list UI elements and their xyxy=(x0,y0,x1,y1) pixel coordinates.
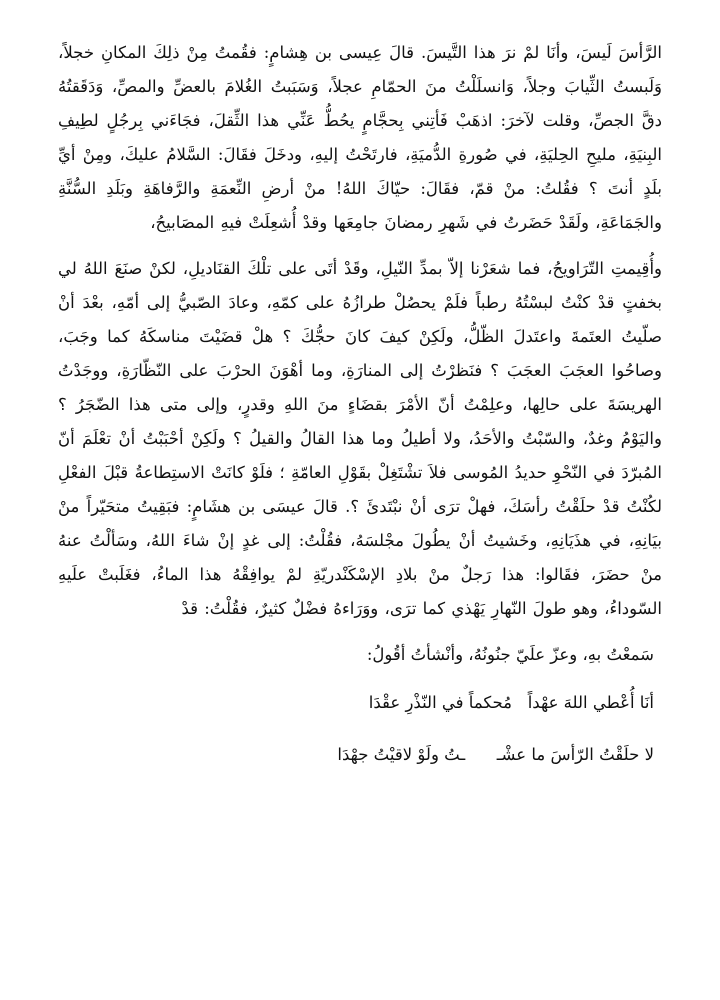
verse-hemistich-first: لا حلَقْتُ الرّأسَ ما عشْـ xyxy=(496,745,654,764)
paragraph: الرَّأسَ لَيسَ، وأنَا لمْ نرَ هذا التَّيسَ. قالَ عِيسى بن هِشامٍ: فقُمتُ مِنْ ذلِكَ المكانِ خجلاً، وَلَبستُ الثِّيابَ وجلاً، وَانسلَلْتُ منَ الحمّامِ عجلاً، وَسَبَبتُ الغُلامَ بالعضِّ والمصِّ، وَدَقَقتُهُ دقَّ الجصِّ، وقلت لآخرَ: اذهَبْ فَأتِني بِحجَّامٍ يحُطُّ عَنِّي هذا الثِّقلَ، فجَاءَني بِرجُلٍ لطِيفِ البِنيَةِ، مليحِ الحِليَةِ، في صُورةِ الدُّميَةِ، فارتَحْتُ إليهِ، ودخَلَ فقَالَ: السَّلامُ عليكَ، ومِنْ أيِّ بلَدٍ أنتَ ؟ فقُلتُ: منْ قمّ، فقَالَ: حيّاكَ اللهُ! منْ أرضِ النِّعمَةِ والرَّفاهَةِ وبَلَدِ السُّنَّةِ والجَمَاعَةِ، ولَقَدْ حَضَرتُ في شَهرِ رمضانَ جامِعَها وقدْ أُشعِلَتْ فيهِ المصَابيحُ، xyxy=(58,43,662,232)
verse-line xyxy=(58,738,654,772)
verse-hemistich-second: ـتُ ولَوْ لاقيْتُ جهْدَا xyxy=(337,745,466,764)
verse-hemistich-first: أنَا أُعْطي اللهَ عهْداً xyxy=(527,693,654,712)
paragraph: وأُقِيمتِ التّرَاويحُ، فما شعَرْنا إلاّ بمدِّ النّيلِ، وقَدْ أتَى على تلْكَ القنَاديلِ، لكنْ صنَعَ اللهُ لي بخفتٍ قدْ كنْتُ لبسْتُهُ رطباً فلَمْ يحصُلْ طرازُهُ على كمّهِ، وعادَ الصّبيُّ إلى أمّهِ، بعْدَ أنْ صلّيتُ العتَمةَ واعتَدلَ الظّلُّ، ولَكِنْ كيفَ كانَ حجُّكَ ؟ هلْ قضَيْتَ مناسكَهُ كما وجَبَ، وصاحُوا العجَبَ العجَبَ ؟ فنَظرْتُ إلى المنارَةِ، وما أهْوَنَ الحرْبَ على النّظّارَةِ، ووجَدْتُ الهريسَةَ على حالِها، وعلِمْتُ أنّ الأمْرَ بقضَاءٍ منَ اللهِ وقدرٍ، وإلى متى هذا الضّجَرُ ؟ واليَوْمُ وغدٌ، والسّبْتُ والأحَدُ، ولا أطيلُ وما هذا القالُ والقيلُ ؟ ولَكِنْ أحْبَبْتُ أنْ تعْلَمَ أنّ المُبرّدَ في النّحْوِ حديدُ المُوسى فلاَ تشْتَغِلْ بقَوْلِ العامّةِ ؛ فلَوْ كانَتْ الاستِطاعةُ قبْلَ الفعْلِ لكُنْتُ قدْ حلَقْتُ رأسَكَ، فهلْ ترَى أنْ نبْتَدئَ ؟. قالَ عيسَى بن هشَامٍ: فبَقِيتُ متحَيّراً منْ بيَانِهِ، في هذَيَانِهِ، وخَشيتُ أنْ يطُولَ مجْلسَهُ، فقُلْتُ: إلى غدٍ إنْ شاءَ اللهُ، وسَألْتُ عنهُ منْ حضَرَ، فقَالوا: هذا رَجلٌ منْ بلادِ الإسْكَنْدريّةِ لمْ يوافِقْهُ هذا الماءُ، فغَلَبتْ علَيهِ السّوداءُ، وهو طولَ النّهارِ يَهْذي كما ترَى، ووَرَاءهُ فضْلٌ كثيرٌ، فقُلْتُ: قدْ xyxy=(58,259,662,618)
verse-intro: سَمعْتُ بهِ، وعزّ علَيّ جنُونُهُ، وأنْشأتُ أقُولُ: xyxy=(366,645,654,664)
verse-hemistich-second: مُحكماً في النّذْرِ عقْدَا xyxy=(368,693,512,712)
verse-line xyxy=(58,686,654,720)
document-page xyxy=(58,36,662,772)
